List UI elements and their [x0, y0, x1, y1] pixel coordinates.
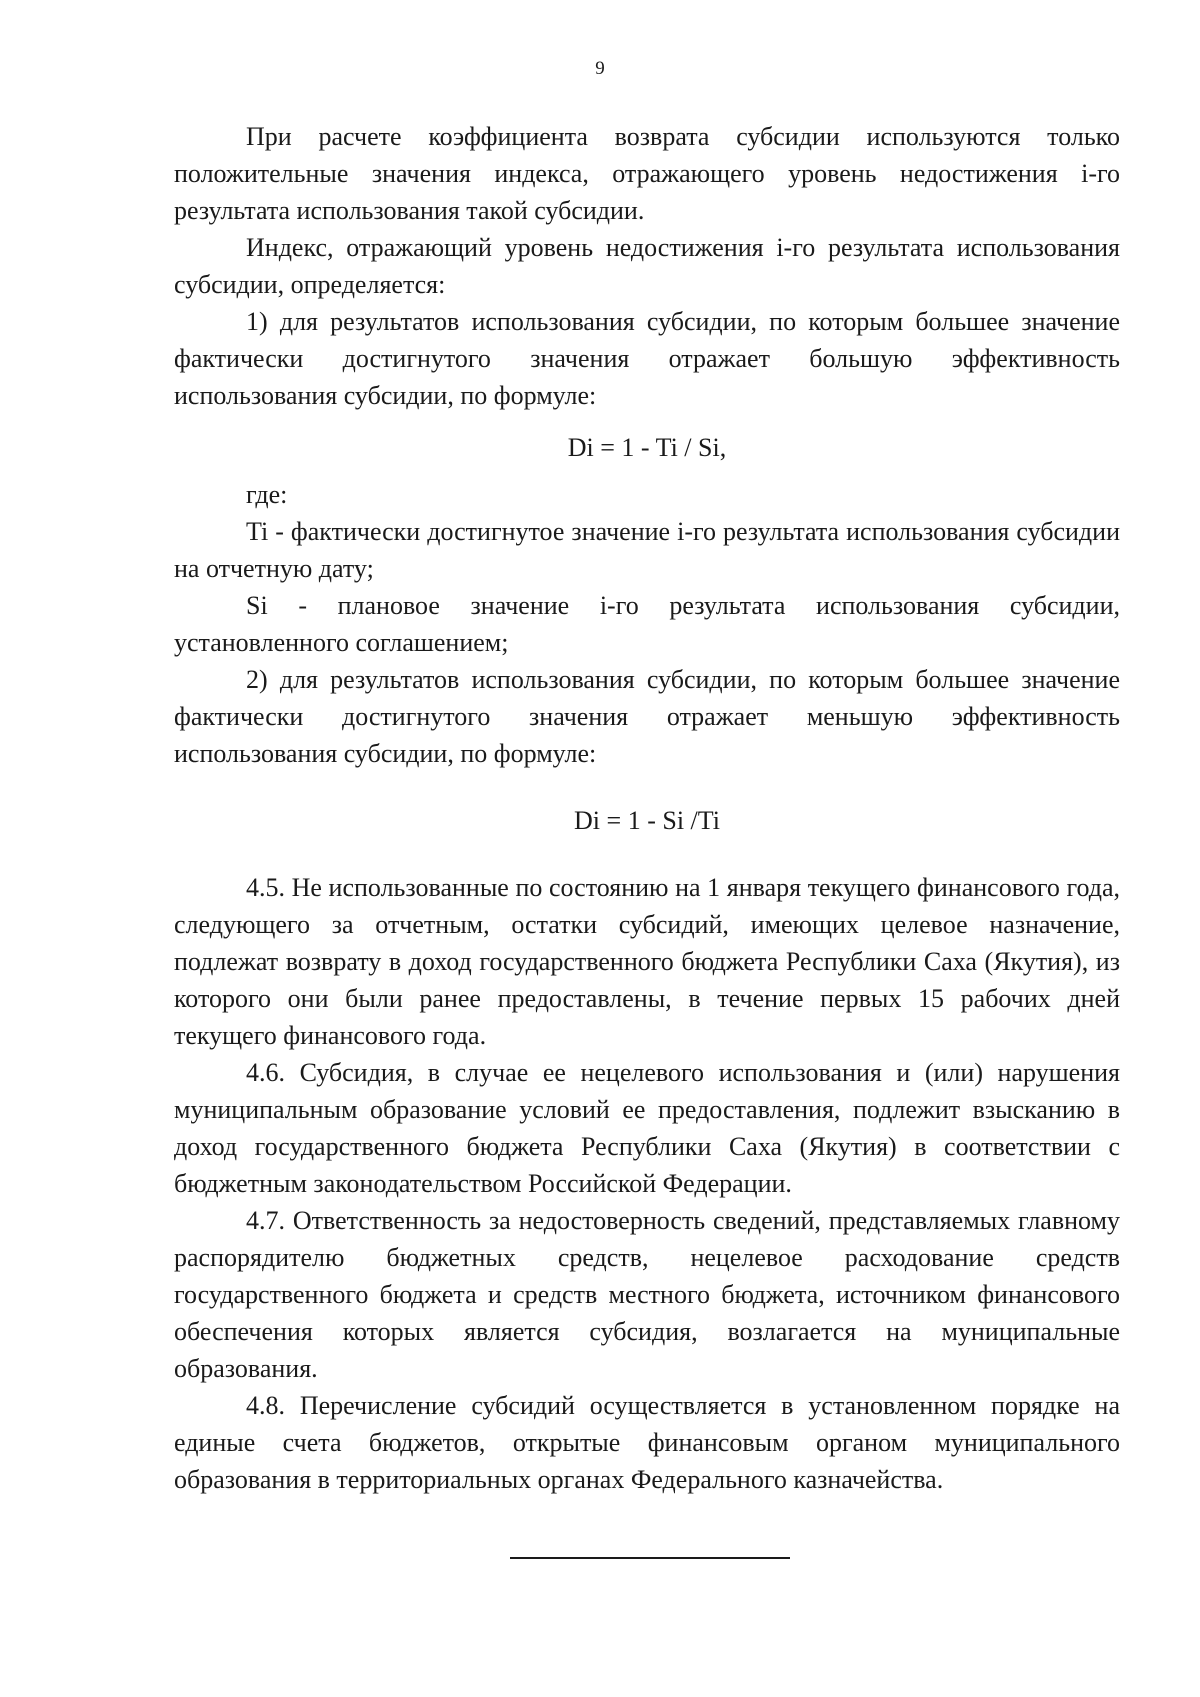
paragraph-where: где: [246, 480, 288, 509]
paragraph-index-definition: Индекс, отражающий уровень недостижения i-го результата использования субсидии, определяется: [174, 233, 1120, 299]
paragraph-4-5: 4.5. Не использованные по состоянию на 1 января текущего финансового года, следующего за отчетным, остатки субсидий, имеющих целевое назначение, подлежат возврату в доход государственного бюджета Республики Саха (Якутия), из которого они были ранее предоставлены, в течение первых 15 рабочих дней текущего финансового года. [174, 873, 1120, 1050]
paragraph-4-7: 4.7. Ответственность за недостоверность сведений, представляемых главному распорядителю бюджетных средств, нецелевое расходование средств государственного бюджета и средств местного бюджета, источником финансового обеспечения которых является субсидия, возлагается на муниципальные образования. [174, 1206, 1120, 1383]
paragraph-4-6: 4.6. Субсидия, в случае ее нецелевого использования и (или) нарушения муниципальным образование условий ее предоставления, подлежит взысканию в доход государственного бюджета Республики Саха (Якутия) в соответствии с бюджетным законодательством Российской Федерации. [174, 1058, 1120, 1198]
paragraph-case-2: 2) для результатов использования субсидии, по которым большее значение фактически достигнутого значения отражает меньшую эффективность использования субсидии, по формуле: [174, 665, 1120, 768]
page-number: 9 [595, 58, 605, 79]
paragraph-si-definition: Si - плановое значение i-го результата использования субсидии, установленного соглашением; [174, 591, 1120, 657]
end-of-document-rule [510, 1557, 790, 1559]
document-body [174, 118, 1120, 1498]
paragraph-coefficient-note: При расчете коэффициента возврата субсидии используются только положительные значения индекса, отражающего уровень недостижения i-го результата использования такой субсидии. [174, 122, 1120, 225]
paragraph-ti-definition: Ti - фактически достигнутое значение i-го результата использования субсидии на отчетную дату; [174, 517, 1120, 583]
paragraph-case-1: 1) для результатов использования субсидии, по которым большее значение фактически достигнутого значения отражает большую эффективность использования субсидии, по формуле: [174, 307, 1120, 410]
paragraph-4-8: 4.8. Перечисление субсидий осуществляется в установленном порядке на единые счета бюджетов, открытые финансовым органом муниципального образования в территориальных органах Федерального казначейства. [174, 1391, 1120, 1494]
formula-case-2: Di = 1 - Si /Ti [574, 806, 720, 835]
formula-case-1: Di = 1 - Ti / Si, [567, 433, 727, 462]
